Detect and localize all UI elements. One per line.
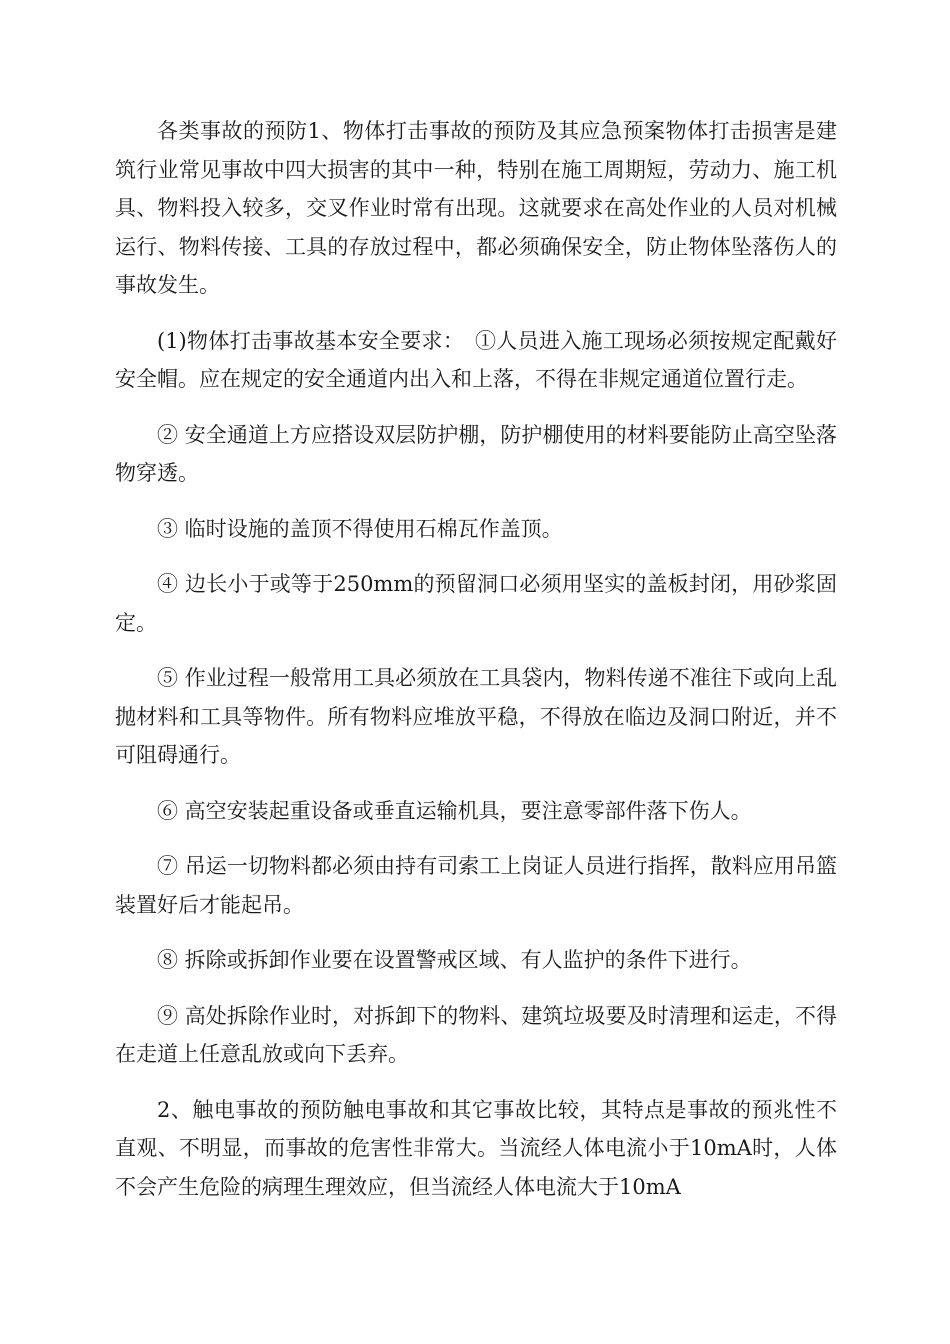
- paragraph-intro: 各类事故的预防1、物体打击事故的预防及其应急预案物体打击损害是建筑行业常见事故中四大损害的其中一种，特别在施工周期短，劳动力、施工机具、物料投入较多，交叉作业时常有出现。这就要求在高处作业的人员对机械运行、物料传接、工具的存放过程中，都必须确保安全，防止物体坠落伤人的事故发生。: [115, 119, 837, 297]
- paragraph-requirement-5: ⑤ 作业过程一般常用工具必须放在工具袋内，物料传递不准往下或向上乱抛材料和工具等物件。所有物料应堆放平稳，不得放在临边及洞口附近，并不可阻碍通行。: [115, 666, 837, 767]
- document-page: [115, 112, 837, 1223]
- paragraph-requirement-7: ⑦ 吊运一切物料都必须由持有司索工上岗证人员进行指挥，散料应用吊篮装置好后才能起吊。: [115, 854, 837, 917]
- paragraph-requirement-2: ② 安全通道上方应搭设双层防护棚，防护棚使用的材料要能防止高空坠落物穿透。: [115, 422, 837, 485]
- paragraph-requirement-9: ⑨ 高处拆除作业时，对拆卸下的物料、建筑垃圾要及时清理和运走，不得在走道上任意乱放或向下丢弃。: [115, 1003, 837, 1066]
- paragraph-requirement-3: ③ 临时设施的盖顶不得使用石棉瓦作盖顶。: [157, 516, 563, 541]
- paragraph-electric-shock: 2、触电事故的预防触电事故和其它事故比较，其特点是事故的预兆性不直观、不明显，而事故的危害性非常大。当流经人体电流小于10mA时，人体不会产生危险的病理生理效应，但当流经人体电流大于10mA: [115, 1097, 837, 1199]
- paragraph-requirement-4: ④ 边长小于或等于250mm的预留洞口必须用坚实的盖板封闭，用砂浆固定。: [115, 572, 837, 635]
- paragraph-requirement-1: (1)物体打击事故基本安全要求： ①人员进入施工现场必须按规定配戴好安全帽。应在规定的安全通道内出入和上落，不得在非规定通道位置行走。: [115, 328, 837, 391]
- paragraph-requirement-6: ⑥ 高空安装起重设备或垂直运输机具，要注意零部件落下伤人。: [157, 798, 752, 823]
- paragraph-requirement-8: ⑧ 拆除或拆卸作业要在设置警戒区域、有人监护的条件下进行。: [157, 948, 752, 972]
